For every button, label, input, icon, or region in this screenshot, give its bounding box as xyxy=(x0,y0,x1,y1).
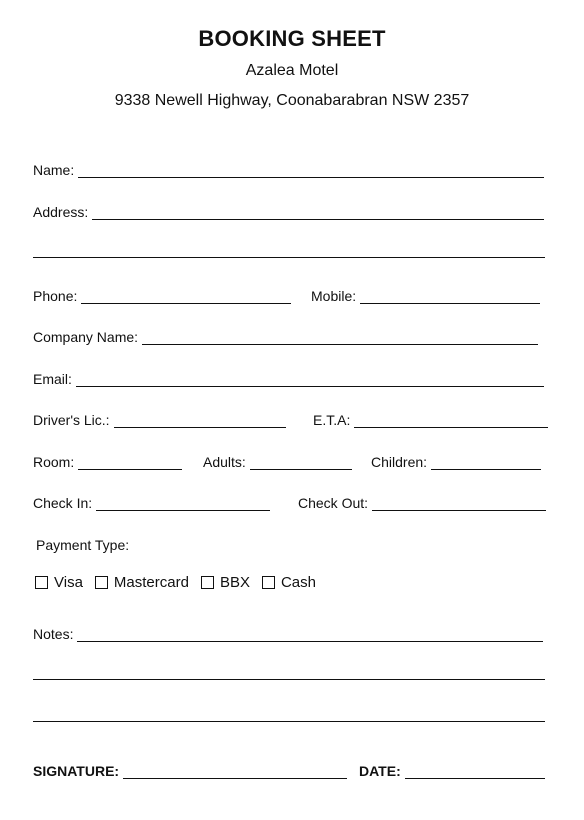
payment-option-label: Cash xyxy=(280,573,316,591)
name-row xyxy=(33,158,544,178)
address-label: Address: xyxy=(33,204,89,220)
payment-option-cash[interactable] xyxy=(262,574,316,591)
check-out-row xyxy=(298,491,546,511)
room-row xyxy=(33,450,182,470)
notes-label: Notes: xyxy=(33,626,74,642)
notes-field[interactable] xyxy=(77,627,543,642)
mobile-label: Mobile: xyxy=(311,288,357,304)
adults-row xyxy=(203,450,352,470)
company-label: Company Name: xyxy=(33,329,139,345)
name-label: Name: xyxy=(33,162,75,178)
signature-row xyxy=(33,759,347,779)
company-field[interactable] xyxy=(142,330,538,345)
children-label: Children: xyxy=(371,454,428,470)
payment-option-label: BBX xyxy=(219,573,250,591)
name-field[interactable] xyxy=(78,163,544,178)
phone-label: Phone: xyxy=(33,288,78,304)
payment-option-mastercard[interactable] xyxy=(95,574,189,591)
check-in-label: Check In: xyxy=(33,495,93,511)
eta-label: E.T.A: xyxy=(313,412,351,428)
checkbox-visa[interactable] xyxy=(35,576,48,589)
drivers-lic-row xyxy=(33,408,286,428)
phone-field[interactable] xyxy=(81,289,291,304)
checkbox-mastercard[interactable] xyxy=(95,576,108,589)
company-row xyxy=(33,325,538,345)
date-row xyxy=(359,759,545,779)
phone-row xyxy=(33,284,291,304)
drivers-lic-field[interactable] xyxy=(114,413,286,428)
children-field[interactable] xyxy=(431,455,541,470)
check-out-field[interactable] xyxy=(372,496,546,511)
motel-name: Azalea Motel xyxy=(245,62,339,79)
email-field[interactable] xyxy=(76,372,544,387)
date-label: DATE: xyxy=(359,763,401,779)
payment-option-label: Visa xyxy=(54,573,83,591)
payment-option-label: Mastercard xyxy=(113,573,189,591)
payment-options xyxy=(35,572,328,592)
check-out-label: Check Out: xyxy=(298,495,369,511)
signature-label: SIGNATURE: xyxy=(33,763,120,779)
eta-field[interactable] xyxy=(354,413,548,428)
payment-option-visa[interactable] xyxy=(35,574,83,591)
address-field-line-2[interactable] xyxy=(33,257,545,258)
room-label: Room: xyxy=(33,454,75,470)
mobile-field[interactable] xyxy=(360,289,540,304)
signature-field[interactable] xyxy=(123,764,347,779)
room-field[interactable] xyxy=(78,455,182,470)
date-field[interactable] xyxy=(405,764,545,779)
motel-address: 9338 Newell Highway, Coonabarabran NSW 2357 xyxy=(114,92,470,109)
email-row xyxy=(33,367,544,387)
eta-row xyxy=(313,408,548,428)
page-title: BOOKING SHEET xyxy=(198,26,386,51)
payment-option-bbx[interactable] xyxy=(201,574,250,591)
checkbox-bbx[interactable] xyxy=(201,576,214,589)
notes-field-line-2[interactable] xyxy=(33,679,545,680)
email-label: Email: xyxy=(33,371,72,387)
check-in-row xyxy=(33,491,270,511)
checkbox-cash[interactable] xyxy=(262,576,275,589)
mobile-row xyxy=(311,284,540,304)
children-row xyxy=(371,450,541,470)
address-row xyxy=(33,200,544,220)
payment-type-label: Payment Type: xyxy=(36,537,130,553)
notes-field-line-3[interactable] xyxy=(33,721,545,722)
address-field[interactable] xyxy=(92,205,544,220)
drivers-lic-label: Driver's Lic.: xyxy=(33,412,110,428)
adults-field[interactable] xyxy=(250,455,352,470)
notes-row xyxy=(33,622,543,642)
check-in-field[interactable] xyxy=(96,496,270,511)
adults-label: Adults: xyxy=(203,454,246,470)
payment-type-row xyxy=(36,533,129,553)
